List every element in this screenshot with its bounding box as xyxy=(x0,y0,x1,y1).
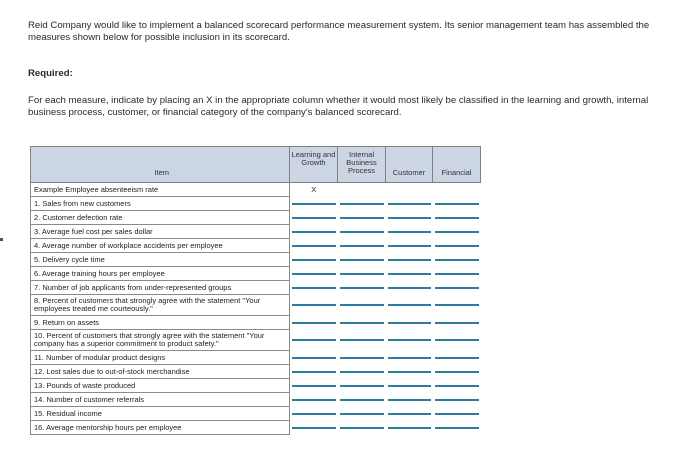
internal-process-answer-cell xyxy=(338,239,386,253)
internal-process-answer-cell xyxy=(338,330,386,351)
table-header-row xyxy=(31,147,481,183)
learning-growth-answer-input[interactable] xyxy=(292,287,336,289)
internal-process-answer-cell xyxy=(338,225,386,239)
learning-growth-answer-cell xyxy=(290,239,338,253)
financial-answer-cell xyxy=(433,253,481,267)
customer-answer-cell xyxy=(386,330,433,351)
customer-answer-cell xyxy=(386,295,433,316)
table-row xyxy=(31,316,481,330)
internal-process-answer-input[interactable] xyxy=(340,413,384,415)
learning-growth-answer-input[interactable] xyxy=(292,217,336,219)
learning-growth-answer-cell xyxy=(290,253,338,267)
learning-growth-answer-input[interactable] xyxy=(292,427,336,429)
internal-process-answer-cell xyxy=(338,421,386,435)
item-label: 16. Average mentorship hours per employee xyxy=(31,421,290,435)
internal-process-answer-cell xyxy=(338,393,386,407)
financial-answer-input[interactable] xyxy=(435,203,479,205)
learning-growth-answer-input[interactable] xyxy=(292,203,336,205)
item-label: 2. Customer defection rate xyxy=(31,211,290,225)
financial-answer-cell xyxy=(433,330,481,351)
internal-process-answer-cell xyxy=(338,267,386,281)
customer-answer-input[interactable] xyxy=(388,427,431,429)
internal-process-answer-input[interactable] xyxy=(340,399,384,401)
financial-answer-cell xyxy=(433,379,481,393)
customer-answer-input[interactable] xyxy=(388,399,431,401)
customer-answer-input[interactable] xyxy=(388,287,431,289)
customer-answer-input[interactable] xyxy=(388,339,431,341)
internal-process-answer-cell xyxy=(338,316,386,330)
table-row xyxy=(31,351,481,365)
intro-paragraph: Reid Company would like to implement a balanced scorecard performance measurement system. Its senior management team has assembled the measures shown below for possible inclusion in its scorecard. xyxy=(28,20,650,43)
financial-column-header: Financial xyxy=(433,147,481,183)
financial-answer-input[interactable] xyxy=(435,273,479,275)
item-label: 8. Percent of customers that strongly agree with the statement "Your employees treated me courteously." xyxy=(31,295,290,316)
financial-answer-cell xyxy=(433,267,481,281)
item-label: 5. Delivery cycle time xyxy=(31,253,290,267)
learning-growth-answer-cell xyxy=(290,393,338,407)
learning-growth-answer-cell xyxy=(290,225,338,239)
customer-answer-cell xyxy=(386,197,433,211)
customer-answer-input[interactable] xyxy=(388,385,431,387)
customer-answer-cell xyxy=(386,281,433,295)
customer-answer-input[interactable] xyxy=(388,231,431,233)
internal-process-answer-input[interactable] xyxy=(340,385,384,387)
table-row xyxy=(31,267,481,281)
financial-answer-cell xyxy=(433,197,481,211)
edge-mark xyxy=(0,238,3,241)
example-row xyxy=(31,183,481,197)
learning-growth-answer-input[interactable] xyxy=(292,273,336,275)
table-row xyxy=(31,239,481,253)
item-label: 11. Number of modular product designs xyxy=(31,351,290,365)
learning-growth-answer-cell xyxy=(290,407,338,421)
table-row xyxy=(31,197,481,211)
learning-growth-answer-input[interactable] xyxy=(292,304,336,306)
financial-answer-input[interactable] xyxy=(435,322,479,324)
financial-answer-input[interactable] xyxy=(435,287,479,289)
internal-process-answer-input[interactable] xyxy=(340,245,384,247)
financial-answer-cell xyxy=(433,365,481,379)
learning-growth-answer-cell xyxy=(290,316,338,330)
customer-answer-input[interactable] xyxy=(388,322,431,324)
item-label: 9. Return on assets xyxy=(31,316,290,330)
customer-answer-cell xyxy=(386,393,433,407)
internal-process-answer-input[interactable] xyxy=(340,357,384,359)
learning-growth-answer-cell xyxy=(290,281,338,295)
learning-growth-column-header: Learning and Growth xyxy=(290,147,338,183)
financial-answer-cell xyxy=(433,407,481,421)
table-row xyxy=(31,330,481,351)
customer-answer-cell xyxy=(386,365,433,379)
learning-growth-answer-cell xyxy=(290,351,338,365)
internal-process-answer-input[interactable] xyxy=(340,203,384,205)
financial-answer-input[interactable] xyxy=(435,217,479,219)
instructions-paragraph: For each measure, indicate by placing an X in the appropriate column whether it would most likely be classified in the learning and growth, internal business process, customer, or financial category of the company's balanced scorecard. xyxy=(28,95,649,118)
financial-answer-input[interactable] xyxy=(435,399,479,401)
required-heading: Required: xyxy=(28,68,73,79)
item-label: 4. Average number of workplace accidents per employee xyxy=(31,239,290,253)
customer-answer-input[interactable] xyxy=(388,273,431,275)
financial-answer-input[interactable] xyxy=(435,357,479,359)
learning-growth-answer-cell xyxy=(290,330,338,351)
learning-growth-answer-cell xyxy=(290,211,338,225)
customer-answer-cell xyxy=(386,316,433,330)
learning-growth-answer-cell xyxy=(290,295,338,316)
internal-process-answer-cell xyxy=(338,281,386,295)
internal-process-answer-cell xyxy=(338,211,386,225)
learning-growth-answer-input[interactable] xyxy=(292,399,336,401)
financial-answer-input[interactable] xyxy=(435,413,479,415)
customer-answer-input[interactable] xyxy=(388,357,431,359)
internal-process-answer-cell xyxy=(338,253,386,267)
internal-process-column-header: Internal Business Process xyxy=(338,147,386,183)
learning-growth-answer-cell xyxy=(290,421,338,435)
financial-answer-input[interactable] xyxy=(435,371,479,373)
financial-answer-cell xyxy=(433,351,481,365)
customer-answer-input[interactable] xyxy=(388,217,431,219)
internal-process-answer-input[interactable] xyxy=(340,322,384,324)
item-label: 7. Number of job applicants from under-represented groups xyxy=(31,281,290,295)
customer-answer-cell xyxy=(386,225,433,239)
item-column-header: Item xyxy=(31,147,290,183)
financial-answer-cell xyxy=(433,316,481,330)
customer-answer-cell xyxy=(386,407,433,421)
learning-growth-answer-input[interactable] xyxy=(292,259,336,261)
internal-process-answer-cell xyxy=(338,197,386,211)
internal-process-answer-input[interactable] xyxy=(340,259,384,261)
item-label: 12. Lost sales due to out-of-stock merchandise xyxy=(31,365,290,379)
financial-answer-input[interactable] xyxy=(435,304,479,306)
financial-answer-input[interactable] xyxy=(435,385,479,387)
financial-answer-cell xyxy=(433,393,481,407)
item-label: 6. Average training hours per employee xyxy=(31,267,290,281)
customer-answer-input[interactable] xyxy=(388,304,431,306)
example-empty-cell xyxy=(386,183,433,197)
financial-answer-input[interactable] xyxy=(435,259,479,261)
table-row xyxy=(31,407,481,421)
internal-process-answer-cell xyxy=(338,295,386,316)
item-label: 13. Pounds of waste produced xyxy=(31,379,290,393)
internal-process-answer-input[interactable] xyxy=(340,427,384,429)
learning-growth-answer-input[interactable] xyxy=(292,245,336,247)
learning-growth-answer-cell xyxy=(290,267,338,281)
internal-process-answer-cell xyxy=(338,379,386,393)
customer-answer-cell xyxy=(386,379,433,393)
table-row xyxy=(31,295,481,316)
example-empty-cell xyxy=(338,183,386,197)
financial-answer-input[interactable] xyxy=(435,427,479,429)
customer-column-header: Customer xyxy=(386,147,433,183)
table-row xyxy=(31,379,481,393)
customer-answer-input[interactable] xyxy=(388,371,431,373)
internal-process-answer-cell xyxy=(338,407,386,421)
item-label: 10. Percent of customers that strongly agree with the statement "Your company has a superior commitment to product safety." xyxy=(31,330,290,351)
table-row xyxy=(31,225,481,239)
internal-process-answer-input[interactable] xyxy=(340,217,384,219)
learning-growth-answer-input[interactable] xyxy=(292,357,336,359)
customer-answer-input[interactable] xyxy=(388,259,431,261)
customer-answer-cell xyxy=(386,421,433,435)
learning-growth-answer-input[interactable] xyxy=(292,385,336,387)
customer-answer-input[interactable] xyxy=(388,203,431,205)
customer-answer-cell xyxy=(386,267,433,281)
customer-answer-cell xyxy=(386,239,433,253)
internal-process-answer-input[interactable] xyxy=(340,339,384,341)
example-mark: X xyxy=(311,185,317,195)
internal-process-answer-input[interactable] xyxy=(340,304,384,306)
internal-process-answer-input[interactable] xyxy=(340,371,384,373)
learning-growth-answer-input[interactable] xyxy=(292,371,336,373)
financial-answer-cell xyxy=(433,211,481,225)
customer-answer-input[interactable] xyxy=(388,413,431,415)
table-row xyxy=(31,281,481,295)
learning-growth-answer-input[interactable] xyxy=(292,413,336,415)
table-row xyxy=(31,421,481,435)
internal-process-answer-input[interactable] xyxy=(340,273,384,275)
customer-answer-cell xyxy=(386,351,433,365)
learning-growth-answer-cell xyxy=(290,197,338,211)
item-label: 1. Sales from new customers xyxy=(31,197,290,211)
financial-answer-cell xyxy=(433,239,481,253)
learning-growth-answer-cell xyxy=(290,365,338,379)
financial-answer-cell xyxy=(433,295,481,316)
table-row xyxy=(31,211,481,225)
financial-answer-cell xyxy=(433,281,481,295)
internal-process-answer-input[interactable] xyxy=(340,287,384,289)
customer-answer-cell xyxy=(386,253,433,267)
item-label: 15. Residual income xyxy=(31,407,290,421)
table-row xyxy=(31,365,481,379)
item-label: 3. Average fuel cost per sales dollar xyxy=(31,225,290,239)
financial-answer-input[interactable] xyxy=(435,231,479,233)
learning-growth-answer-input[interactable] xyxy=(292,231,336,233)
internal-process-answer-cell xyxy=(338,351,386,365)
internal-process-answer-cell xyxy=(338,365,386,379)
internal-process-answer-input[interactable] xyxy=(340,231,384,233)
financial-answer-cell xyxy=(433,421,481,435)
financial-answer-input[interactable] xyxy=(435,245,479,247)
customer-answer-cell xyxy=(386,211,433,225)
item-label: 14. Number of customer referrals xyxy=(31,393,290,407)
table-row xyxy=(31,253,481,267)
learning-growth-answer-input[interactable] xyxy=(292,339,336,341)
financial-answer-cell xyxy=(433,225,481,239)
financial-answer-input[interactable] xyxy=(435,339,479,341)
customer-answer-input[interactable] xyxy=(388,245,431,247)
example-empty-cell xyxy=(433,183,481,197)
example-item-label: Example Employee absenteeism rate xyxy=(31,183,290,197)
scorecard-table xyxy=(30,146,481,435)
learning-growth-answer-cell xyxy=(290,379,338,393)
table-row xyxy=(31,393,481,407)
learning-growth-answer-input[interactable] xyxy=(292,322,336,324)
